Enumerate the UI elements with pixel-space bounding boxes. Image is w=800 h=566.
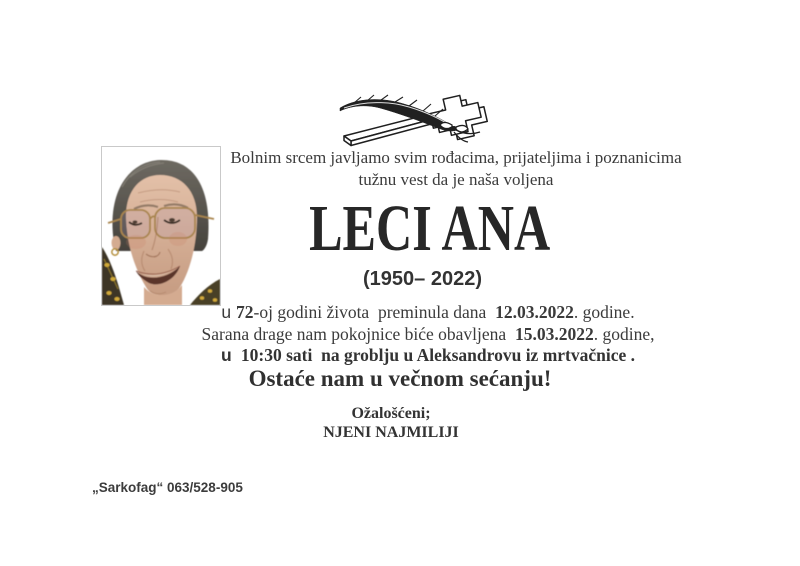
deceased-name-block [60, 192, 800, 265]
mourners-block [0, 404, 782, 442]
cross-with-palm-branch-icon [334, 94, 496, 152]
funeral-date-line [56, 324, 800, 346]
death-details-line [56, 302, 800, 324]
life-years: (1950– 2022) [363, 268, 482, 290]
detail-text: -oj godini života preminula dana [253, 302, 496, 322]
funeral-agency-contact: „Sarkofag“ 063/528-905 [92, 480, 243, 495]
detail-text-end: . godine. [573, 302, 635, 322]
mourners-names: NJENI NAJMILIJI [323, 424, 459, 441]
death-date: 12.03.2022 [495, 302, 574, 322]
farewell-message: Ostaće nam u večnom sećanju! [248, 366, 552, 391]
deceased-name: LECI ANA [309, 192, 551, 265]
detail-word-u-2: u [220, 345, 237, 365]
funeral-text: Sarana drage nam pokojnice biće obavljena [201, 323, 515, 344]
mourners-label: Ožalošćeni; [351, 405, 431, 422]
funeral-text-end: . godine, [593, 323, 655, 344]
funeral-time-place: 10:30 sati na groblju u Aleksandrovu iz mrtvačnice . [236, 345, 636, 365]
funeral-details [56, 302, 800, 367]
age-value: 72 [236, 302, 254, 322]
funeral-date: 15.03.2022 [514, 323, 594, 344]
funeral-time-place-line [56, 345, 800, 367]
detail-word-u: u [221, 302, 237, 322]
announcement-intro [112, 147, 800, 191]
intro-line-1: Bolnim srcem javljamo svim rođacima, prijateljima i poznanicima [230, 148, 682, 167]
cross-and-palm-illustration [334, 94, 496, 152]
intro-line-2: tužnu vest da je naša voljena [358, 170, 554, 189]
